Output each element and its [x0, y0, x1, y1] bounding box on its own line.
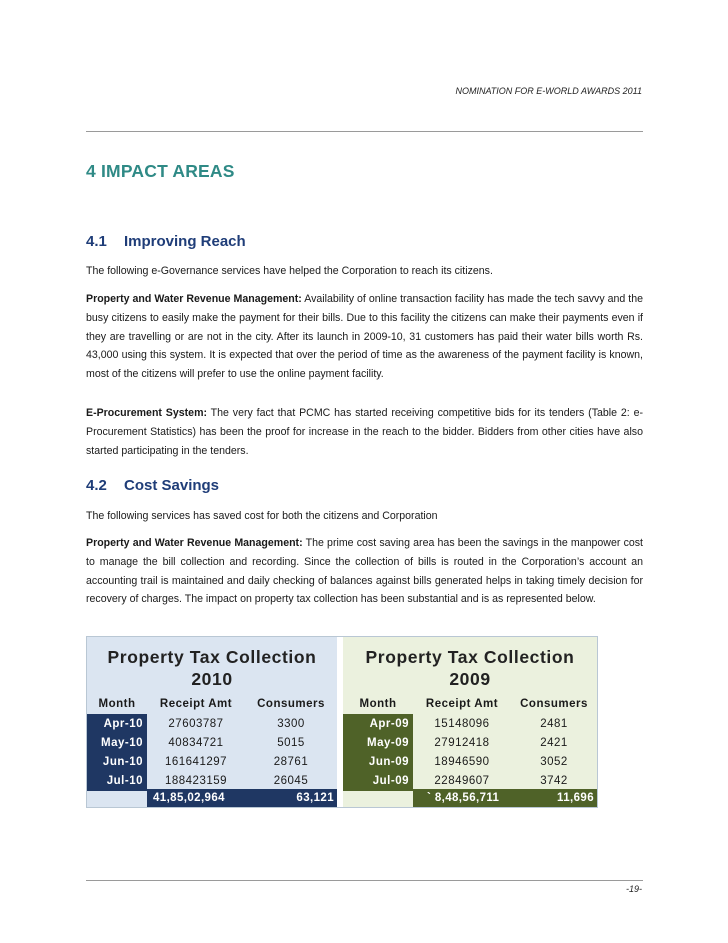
table-year: 2010	[191, 669, 233, 689]
cell-month: Jun-09	[343, 752, 413, 772]
table-title-line: Property Tax Collection	[365, 647, 575, 667]
paragraph-body: The prime cost saving area has been the savings in the manpower cost to manage the bill collection and recording. Since the collection of bills is routed in the Corporation’s account an accounting trail is maintained and daily checking of balances against bills generated helps in taking timely decision for recovery of charges. The impact on property tax collection has been substantial and is as represented below.	[86, 537, 643, 606]
subsection-number: 4.2	[86, 477, 107, 494]
table-2009-title	[343, 646, 597, 690]
table-total-row	[413, 789, 597, 807]
table-row	[87, 752, 337, 772]
subsection-number: 4.1	[86, 233, 107, 250]
table-2010	[87, 637, 337, 807]
table-row	[343, 752, 597, 772]
paragraph-lead: Property and Water Revenue Management:	[86, 537, 303, 549]
table-row	[87, 714, 337, 734]
cell-consumers: 3052	[540, 756, 568, 768]
running-header: NOMINATION FOR E-WORLD AWARDS 2011	[455, 86, 642, 96]
subsection-title: Cost Savings	[124, 477, 220, 494]
column-header-month: Month	[359, 698, 397, 710]
cell-month: Apr-09	[343, 714, 413, 734]
subsection-title: Improving Reach	[124, 233, 246, 250]
cell-receipt: 40834721	[168, 737, 224, 749]
cell-receipt: 188423159	[164, 775, 228, 787]
cell-consumers: 26045	[273, 775, 309, 787]
table-2009	[343, 637, 597, 807]
cell-receipt: 15148096	[434, 718, 490, 730]
cell-consumers: 2481	[540, 718, 568, 730]
table-year: 2009	[449, 669, 491, 689]
table-total-row	[147, 789, 337, 807]
cell-consumers: 2421	[540, 737, 568, 749]
subsection-heading-cost-savings	[86, 477, 219, 494]
table-row	[343, 771, 597, 791]
paragraph-body: Availability of online transaction facility has made the tech savvy and the busy citizens to easily make the payment for their bills. Due to this facility the citizens can make their payments even if they are travelling or are not in the city. After its launch in 2009-10, 31 customers has paid their water bills worth Rs. 43,000 using this system. It is expected that over the period of time as the awareness of the payment facility is known, most of the citizens will prefer to use the online payment facility.	[86, 293, 643, 381]
paragraph-e-procurement	[86, 404, 643, 460]
cell-receipt: 27912418	[434, 737, 490, 749]
cell-month: Jul-10	[87, 771, 147, 791]
cost-savings-intro: The following services has saved cost for both the citizens and Corporation	[86, 510, 438, 522]
section-heading-impact-areas: 4 IMPACT AREAS	[86, 161, 235, 181]
paragraph-lead: E-Procurement System:	[86, 407, 208, 419]
cell-consumers: 5015	[277, 737, 305, 749]
total-receipt: 41,85,02,964	[153, 792, 225, 804]
header-divider	[86, 131, 643, 132]
cell-consumers: 3742	[540, 775, 568, 787]
cell-month: Jul-09	[343, 771, 413, 791]
cell-month: Apr-10	[87, 714, 147, 734]
table-row	[343, 714, 597, 734]
table-row	[87, 733, 337, 753]
paragraph-body: The very fact that PCMC has started receiving competitive bids for its tenders (Table 2: e-Procurement Statistics) has been the proof for increase in the reach to the bidder. Bidders from other cities have also started participating in the tenders.	[86, 407, 643, 457]
paragraph-property-water-savings	[86, 534, 643, 609]
table-header-row	[343, 694, 597, 714]
paragraph-property-water-reach	[86, 290, 643, 384]
cell-receipt: 27603787	[168, 718, 224, 730]
cell-month: May-10	[87, 733, 147, 753]
cell-receipt: 161641297	[164, 756, 228, 768]
cell-consumers: 3300	[277, 718, 305, 730]
total-receipt: ` 8,48,56,711	[427, 792, 500, 804]
subsection-heading-improving-reach	[86, 233, 246, 250]
table-header-row	[87, 694, 337, 714]
table-row	[343, 733, 597, 753]
improving-reach-intro: The following e-Governance services have helped the Corporation to reach its citizens.	[86, 265, 493, 277]
page-number: -19-	[625, 884, 642, 894]
table-title-line: Property Tax Collection	[107, 647, 317, 667]
cell-receipt: 18946590	[434, 756, 490, 768]
paragraph-lead: Property and Water Revenue Management:	[86, 293, 302, 305]
cell-consumers: 28761	[273, 756, 309, 768]
table-row	[87, 771, 337, 791]
column-header-month: Month	[98, 698, 136, 710]
table-2010-title	[87, 646, 337, 690]
column-header-consumers: Consumers	[520, 698, 588, 710]
column-header-consumers: Consumers	[257, 698, 325, 710]
total-consumers: 11,696	[557, 792, 594, 804]
cell-month: May-09	[343, 733, 413, 753]
total-consumers: 63,121	[296, 792, 334, 804]
footer-divider	[86, 880, 643, 881]
cell-receipt: 22849607	[434, 775, 490, 787]
property-tax-collection-table	[86, 636, 598, 808]
column-header-receipt: Receipt Amt	[425, 698, 499, 710]
column-header-receipt: Receipt Amt	[159, 698, 233, 710]
cell-month: Jun-10	[87, 752, 147, 772]
